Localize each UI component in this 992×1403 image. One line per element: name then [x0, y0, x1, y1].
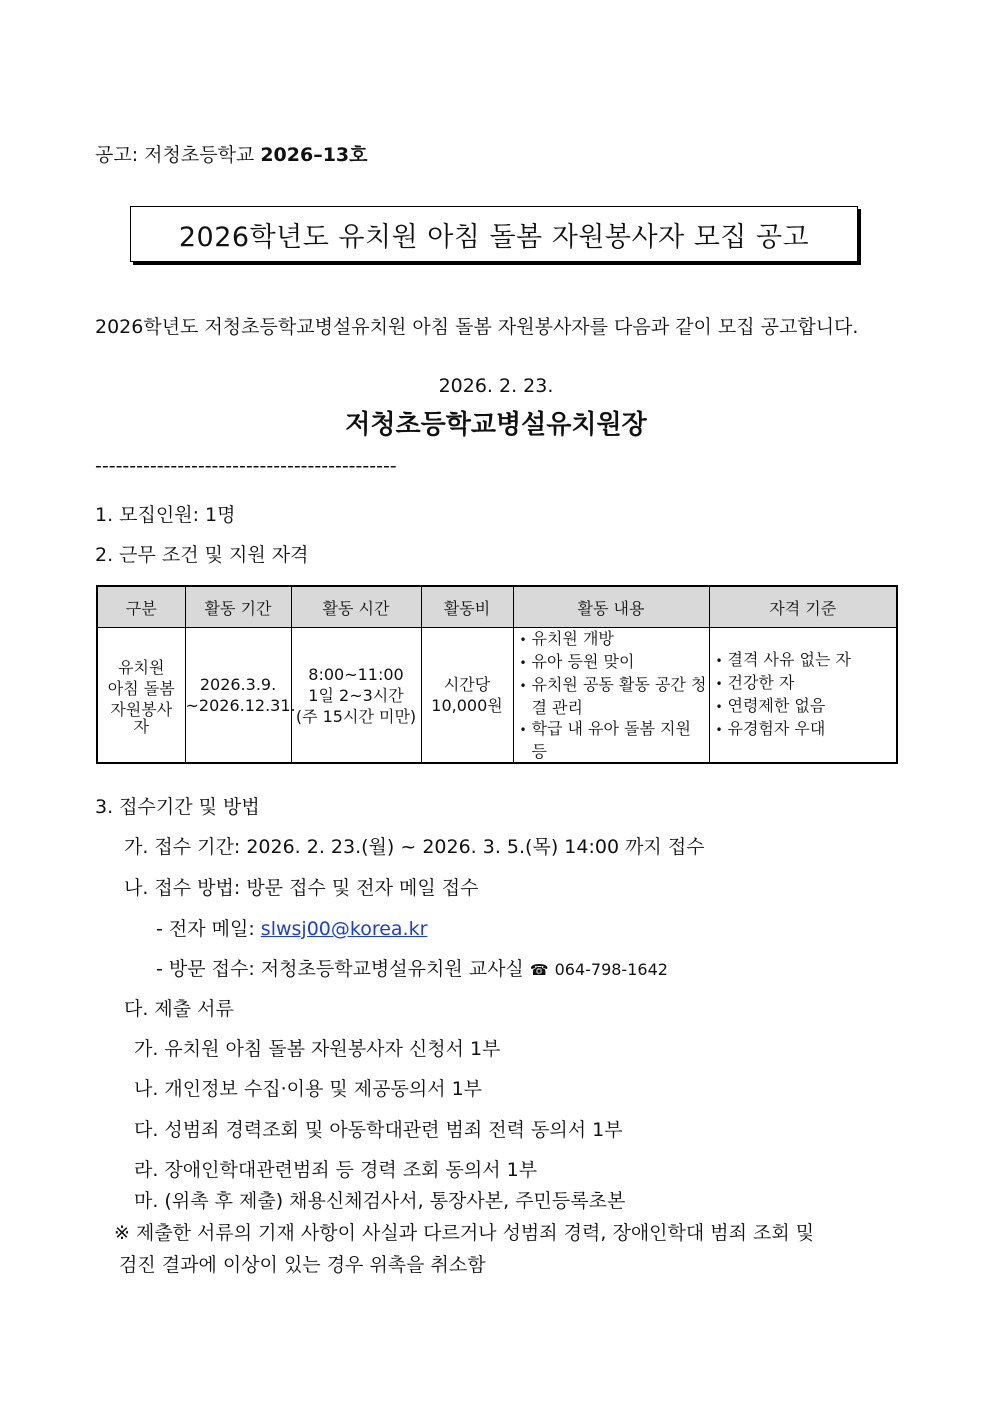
note-line-1: ※ 제출한 서류의 기재 사항이 사실과 다르거나 성범죄 경력, 장애인학대 범죄 조회 및 — [114, 1222, 815, 1244]
cell-line: 유치원 — [118, 657, 165, 677]
list-item: • 결격 사유 없는 자 — [714, 649, 897, 672]
cell-activities — [513, 628, 709, 764]
cell-line: 2026.3.9. — [199, 675, 277, 694]
cell-line: (주 15시간 미만) — [295, 706, 417, 726]
table-header: 활동 시간 — [291, 586, 421, 628]
table-header: 구분 — [97, 586, 185, 628]
document-item: 라. 장애인학대관련범죄 등 경력 조회 동의서 1부 — [134, 1159, 538, 1181]
table-header: 활동비 — [421, 586, 513, 628]
visit-line — [156, 954, 668, 981]
intro-text: 2026학년도 저청초등학교병설유치원 아침 돌봄 자원봉사자를 다음과 같이 모집 공고합니다. — [95, 316, 859, 338]
note-line-2: 검진 결과에 이상이 있는 경우 위촉을 취소함 — [119, 1254, 486, 1276]
cell-period — [185, 628, 296, 764]
document-item: 가. 유치원 아침 돌봄 자원봉사자 신청서 1부 — [134, 1038, 501, 1060]
cell-category — [97, 628, 185, 764]
cell-line: 자 — [133, 716, 149, 736]
cell-line: ~2026.12.31. — [185, 696, 296, 715]
reception-period: 가. 접수 기간: 2026. 2. 23.(월) ~ 2026. 3. 5.(목) 14:00 까지 접수 — [124, 836, 705, 858]
email-line — [156, 914, 427, 941]
cell-line: 1일 2~3시간 — [308, 685, 404, 705]
table-header-row — [97, 586, 897, 628]
cell-line: 10,000원 — [431, 696, 503, 715]
cell-qualifications — [709, 628, 897, 764]
section-1: 1. 모집인원: 1명 — [95, 504, 236, 526]
cell-line: 아침 돌봄 — [107, 678, 175, 698]
table-header: 활동 기간 — [185, 586, 291, 628]
list-item: • 학급 내 유아 돌봄 지원 등 — [518, 718, 709, 762]
notice-no-value: 2026–13호 — [260, 144, 368, 166]
document-item: 마. (위촉 후 제출) 채용신체검사서, 통장사본, 주민등록초본 — [134, 1190, 626, 1212]
conditions-table — [96, 585, 898, 764]
divider-line: -------------------------------------------- — [95, 455, 397, 477]
notice-prefix: 공고: 저청초등학교 — [95, 144, 255, 166]
phone-icon: ☎ — [529, 961, 549, 979]
notice-date: 2026. 2. 23. — [438, 375, 554, 397]
email-link[interactable]: slwsj00@korea.kr — [260, 918, 428, 940]
email-label: - 전자 메일: — [156, 918, 261, 940]
cell-hours — [291, 628, 421, 764]
page-title: 2026학년도 유치원 아침 돌봄 자원봉사자 모집 공고 — [130, 206, 858, 262]
reception-method: 나. 접수 방법: 방문 접수 및 전자 메일 접수 — [124, 877, 479, 899]
phone-number: 064-798-1642 — [554, 960, 668, 979]
list-item: • 유치원 개방 — [518, 628, 709, 651]
documents-title: 다. 제출 서류 — [124, 998, 234, 1020]
cell-line: 자원봉사 — [110, 699, 173, 719]
issuer: 저청초등학교병설유치원장 — [345, 410, 647, 440]
notice-number — [95, 140, 368, 167]
section-2: 2. 근무 조건 및 지원 자격 — [95, 544, 309, 566]
visit-label: - 방문 접수: 저청초등학교병설유치원 교사실 — [156, 958, 524, 980]
cell-line: 시간당 — [443, 675, 491, 694]
list-item: • 유아 등원 맞이 — [518, 651, 709, 674]
table-header: 활동 내용 — [513, 586, 709, 628]
section-3-title: 3. 접수기간 및 방법 — [95, 796, 260, 818]
table-row — [97, 628, 897, 764]
list-item: • 건강한 자 — [714, 672, 897, 695]
list-item: • 유치원 공동 활동 공간 청결 관리 — [518, 674, 709, 718]
cell-pay — [421, 628, 513, 764]
document-item: 나. 개인정보 수집·이용 및 제공동의서 1부 — [134, 1078, 483, 1100]
list-item: • 연령제한 없음 — [714, 695, 897, 718]
list-item: • 유경험자 우대 — [714, 718, 897, 741]
table-header: 자격 기준 — [709, 586, 897, 628]
document-item: 다. 성범죄 경력조회 및 아동학대관련 범죄 전력 동의서 1부 — [134, 1119, 623, 1141]
cell-line: 8:00~11:00 — [308, 664, 404, 684]
